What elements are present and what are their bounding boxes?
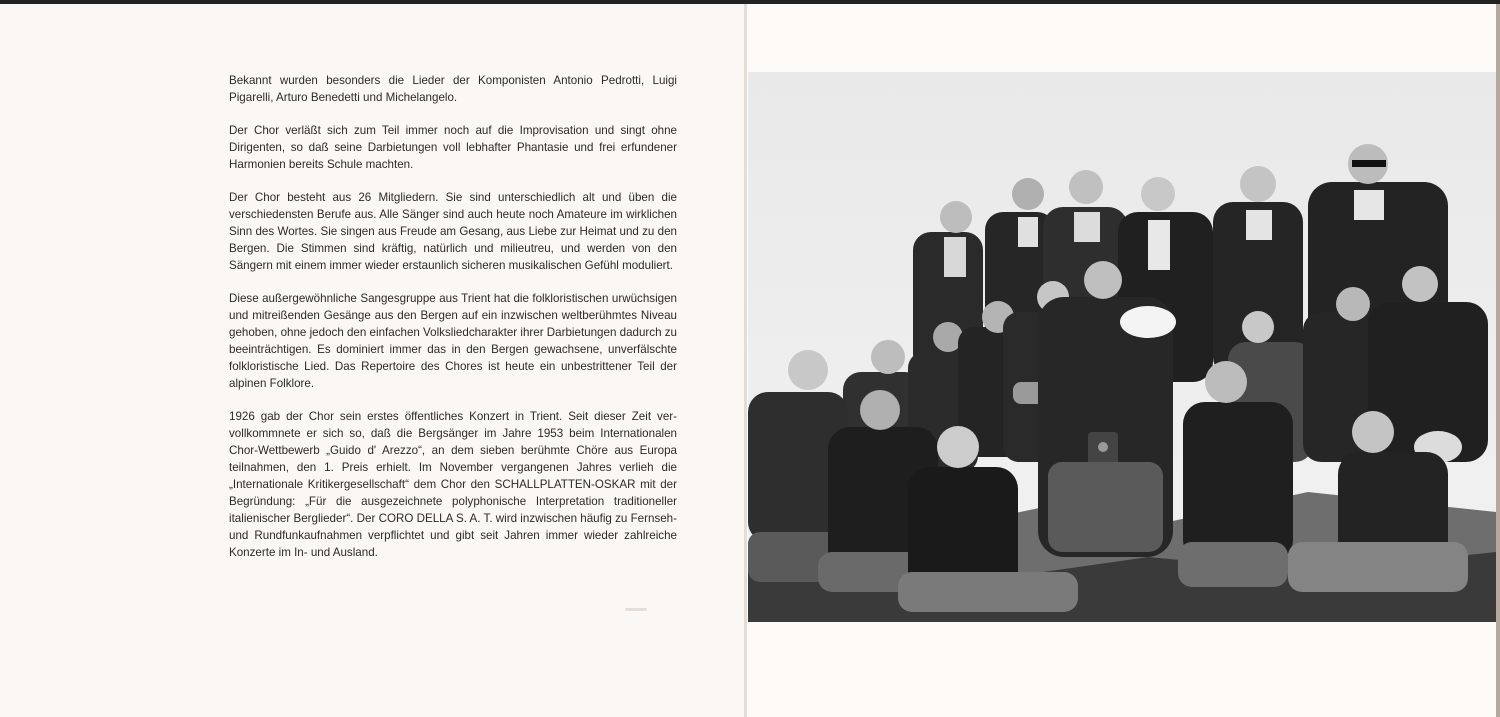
paragraph: Der Chor besteht aus 26 Mitgliedern. Sie sind unterschiedlich alt und üben die verschiedensten Berufe aus. Alle Sänger sind auch heute noch Amateure im wirklichen Sinn des Wortes. Sie singen aus Freude am Gesang, aus Liebe zur Heimat und zu den Bergen. Die Stimmen sind kräftig, natürlich und milieutreu, und werden von den Sängern mit einem immer wieder erstaunlich sicheren musikalischen Gefühl moduliert. [229, 191, 677, 272]
body-text [229, 72, 677, 577]
paper-mark [625, 608, 647, 611]
paragraph: Diese außergewöhnliche Sangesgruppe aus Trient hat die folkloristischen urwüchsigen und mitreißenden Gesänge aus den Bergen auf ein inzwischen weltberühmtes Niveau gehoben, ohne jedoch den einfachen Volksliedcharakter ihrer Darbietungen dadurch zu beeinträchtigen. Es dominiert immer das in den Bergen gewachsene, unverfälschte folkloristische Lied. Das Repertoire des Chores ist heute ein unbestrittener Teil der alpinen Folklore. [229, 292, 677, 390]
scan-right-edge [1496, 4, 1500, 717]
left-page [0, 4, 744, 717]
group-photo [748, 72, 1496, 622]
paragraph: Bekannt wurden besonders die Lieder der Komponisten Antonio Pedrotti, Luigi Pigarelli, Arturo Benedetti und Michelangelo. [229, 74, 677, 104]
paragraph: Der Chor verläßt sich zum Teil immer noch auf die Improvisation und singt ohne Dirigenten, so daß seine Darbietungen voll lebhafter Phantasie und frei erfundener Harmonien bereits Schule machten. [229, 124, 677, 171]
paragraph: 1926 gab der Chor sein erstes öffentliches Konzert in Trient. Seit dieser Zeit vervollkommnete er sich so, daß die Bergsänger im Jahre 1953 beim Internationalen Chor-Wettbewerb „Guido d' Arezzo“, an dem sieben berühmte Chöre aus Europa teilnahmen, den 1. Preis erhielt. Im November vergangenen Jahres verlieh die „Internationale Kritikergesellschaft“ dem Chor den SCHALLPLATTEN-OSKAR mit der Begründung: „Für die ausgezeichnete polyphonische Interpretation traditioneller italienischer Berglieder“. Der CORO DELLA S. A. T. wird inzwischen häufig zu Fernseh- und Rundfunkaufnahmen verpflichtet und gibt seit Jahren immer wieder zahlreiche Konzerte im In- und Ausland. [229, 410, 677, 559]
group-photo-illustration [748, 72, 1496, 622]
